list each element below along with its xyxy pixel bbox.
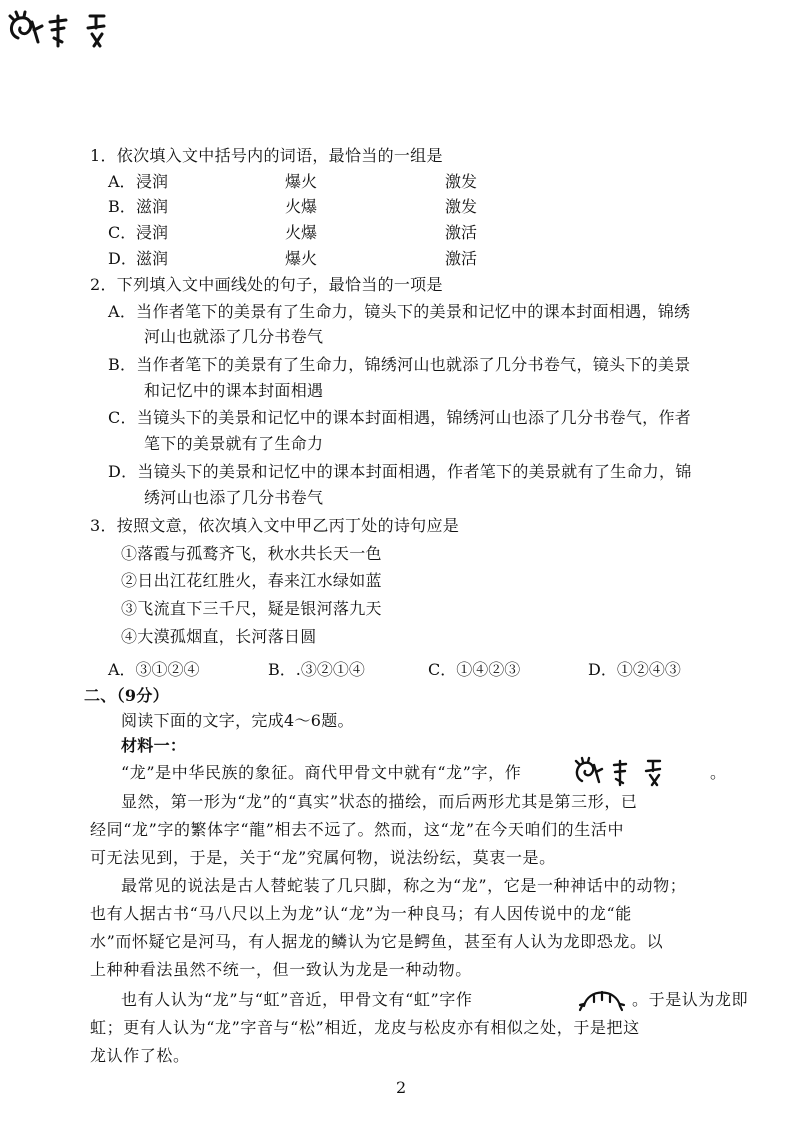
oracle-bone-rainbow-glyph [578,982,626,1012]
material-p3-line2: 也有人据古书“马八尺以上为龙”认“龙”为一种良马；有人因传说中的龙“能 [90,904,632,923]
q2-option-a-line2: 河山也就添了几分书卷气 [144,327,324,346]
option-letter: C． [108,223,137,242]
q2-option-b-line1: B．当作者笔下的美景有了生命力，锦绣河山也就添了几分书卷气，镜头下的美景 [108,355,691,374]
q2-option-d-line2: 绣河山也添了几分书卷气 [144,488,324,507]
q3-poem-3: ③飞流直下三千尺，疑是银河落九天 [121,599,382,618]
material-label: 材料一： [121,736,187,755]
material-p2-line1: 显然，第一形为“龙”的“真实”状态的描绘，而后两形尤其是第三形，已 [121,792,638,811]
material-p3-line1: 最常见的说法是古人替蛇装了几只脚，称之为“龙”，它是一种神话中的动物； [121,876,687,895]
option-word-2: 爆火 [285,172,318,191]
option-word-3: 激发 [445,172,478,191]
option-word-3: 激活 [445,249,478,268]
material-p3-line3: 水”而怀疑它是河马，有人据龙的鳞认为它是鳄鱼，甚至有人认为龙即恐龙。以 [90,932,664,951]
section-heading: 二、（9分） [84,686,169,705]
q2-stem: 2．下列填入文中画线处的句子，最恰当的一项是 [90,275,443,294]
q3-stem: 3．按照文意，依次填入文中甲乙丙丁处的诗句应是 [90,516,460,535]
option-letter: D． [108,249,137,268]
option-word-1: 滋润 [136,249,169,268]
option-word-2: 爆火 [285,249,318,268]
material-p4-line3: 龙认作了松。 [90,1046,190,1065]
q2-option-a-line1: A．当作者笔下的美景有了生命力，镜头下的美景和记忆中的课本封面相遇，锦绣 [108,302,691,321]
option-word-2: 火爆 [285,223,318,242]
material-p2-line2: 经同“龙”字的繁体字“龍”相去不远了。然而，这“龙”在今天咱们的生活中 [90,820,625,839]
page-number: 2 [396,1078,407,1097]
q1-stem: 1．依次填入文中括号内的词语，最恰当的一组是 [90,146,443,165]
q3-option-c: C．①④②③ [428,660,521,679]
material-p1: “龙”是中华民族的象征。商代甲骨文中就有“龙”字，作 [121,763,522,782]
q2-option-d-line1: D．当镜头下的美景和记忆中的课本封面相遇，作者笔下的美景就有了生命力，锦 [108,462,692,481]
option-word-1: 浸润 [136,223,169,242]
option-word-3: 激发 [445,197,478,216]
oracle-bone-dragon-inline-glyph [572,755,680,789]
option-letter: B． [108,197,136,216]
q2-option-b-line2: 和记忆中的课本封面相遇 [144,381,324,400]
q3-option-d: D．①②④③ [588,660,681,679]
q2-option-c-line2: 笔下的美景就有了生命力 [144,434,324,453]
q3-poem-2: ②日出江花红胜火，春来江水绿如蓝 [121,571,382,590]
material-p4-start: 也有人认为“龙”与“虹”音近，甲骨文有“虹”字作 [121,990,473,1009]
material-p4-end: 。于是认为龙即 [632,990,749,1009]
option-word-2: 火爆 [285,197,318,216]
section-instruction: 阅读下面的文字，完成4～6题。 [121,711,354,730]
material-p3-line4: 上种种看法虽然不统一，但一致认为龙是一种动物。 [90,960,472,979]
q2-option-c-line1: C．当镜头下的美景和记忆中的课本封面相遇，锦绣河山也添了几分书卷气，作者 [108,408,692,427]
q3-option-a: A．③①②④ [108,660,200,679]
material-p2-line3: 可无法见到，于是，关于“龙”究属何物，说法纷纭，莫衷一是。 [90,848,556,867]
option-word-1: 滋润 [136,197,169,216]
oracle-bone-dragon-glyphs [4,8,124,52]
q3-poem-4: ④大漠孤烟直，长河落日圆 [121,627,317,646]
option-word-3: 激活 [445,223,478,242]
q3-poem-1: ①落霞与孤鹜齐飞，秋水共长天一色 [121,544,382,563]
option-word-1: 浸润 [136,172,169,191]
q3-option-b: B．.③②①④ [268,660,365,679]
material-p1-end: 。 [710,763,727,782]
material-p4-line2: 虹；更有人认为“龙”字音与“松”相近，龙皮与松皮亦有相似之处，于是把这 [90,1018,640,1037]
option-letter: A． [108,172,136,191]
